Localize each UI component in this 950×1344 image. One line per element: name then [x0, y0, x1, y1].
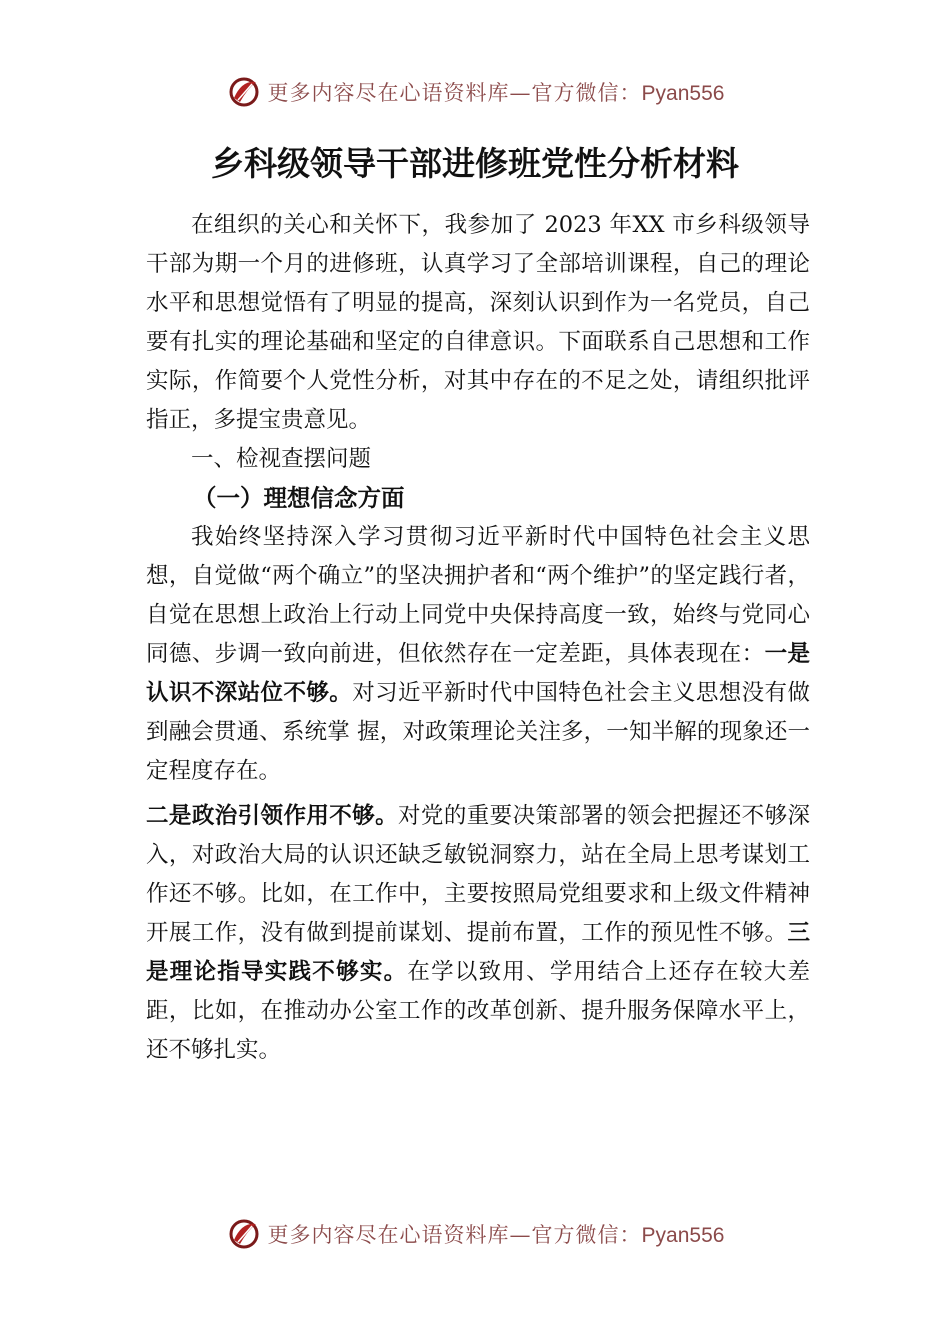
document-body [146, 206, 810, 1070]
watermark-banner-bottom [0, 1214, 950, 1254]
ideal-belief-paragraph [146, 518, 810, 791]
point1-title: 一是认识不深站位不够。 [146, 641, 810, 706]
watermark-banner-top [0, 72, 950, 112]
watermark-text: 更多内容尽在心语资料库—官方微信：Pyan556 [267, 1223, 725, 1247]
point3-title: 三是理论指导实践不够实。 [146, 920, 810, 985]
point2-text: 对党的重要决策部署的领会把握还不够深入，对政治大局的认识还缺乏敏锐洞察力，站在全局上思考谋划工作还不够。比如，在工作中，主要按照局党组要求和上级文件精神开展工作，没有做到提前谋划、提前布置，工作的预见性不够。 [146, 803, 810, 946]
subsection-heading-1: （一）理想信念方面 [193, 484, 405, 512]
red-swirl-pen-logo-icon [226, 74, 262, 110]
section-heading-1: 一、检视查摆问题 [191, 446, 372, 472]
document-title: 乡科级领导干部进修班党性分析材料 [211, 144, 739, 183]
point2-title: 二是政治引领作用不够。 [146, 803, 399, 829]
intro-paragraph: 在组织的关心和关怀下，我参加了 2023 年XX 市乡科级领导干部为期一个月的进修班，认真学习了全部培训课程，自己的理论水平和思想觉悟有了明显的提高，深刻认识到作为一名党员，自己要有扎实的理论基础和坚定的自律意识。下面联系自己思想和工作实际，作简要个人党性分析，对其中存在的不足之处，请组织批评指正，多提宝贵意见。 [146, 212, 810, 433]
red-swirl-pen-logo-icon [226, 1216, 262, 1252]
point3-text: 在学以致用、学用结合上还存在较大差距，比如，在推动办公室工作的改革创新、提升服务保障水平上，还不够扎实。 [146, 959, 810, 1063]
point2-paragraph [146, 797, 810, 1070]
watermark-account: Pyan556 [641, 82, 725, 105]
watermark-account: Pyan556 [641, 1224, 725, 1247]
watermark-text: 更多内容尽在心语资料库—官方微信：Pyan556 [267, 81, 725, 105]
point1-text: 对习近平新时代中国特色社会主义思想没有做到融会贯通、系统掌 握，对政策理论关注多，一知半解的现象还一定程度存在。 [146, 680, 810, 784]
ideal-belief-text: 我始终坚持深入学习贯彻习近平新时代中国特色社会主义思想，自觉做“两个确立”的坚决拥护者和“两个维护”的坚定践行者，自觉在思想上政治上行动上同党中央保持高度一致，始终与党同心同德、步调一致向前进，但依然存在一定差距，具体表现在： [146, 524, 810, 667]
